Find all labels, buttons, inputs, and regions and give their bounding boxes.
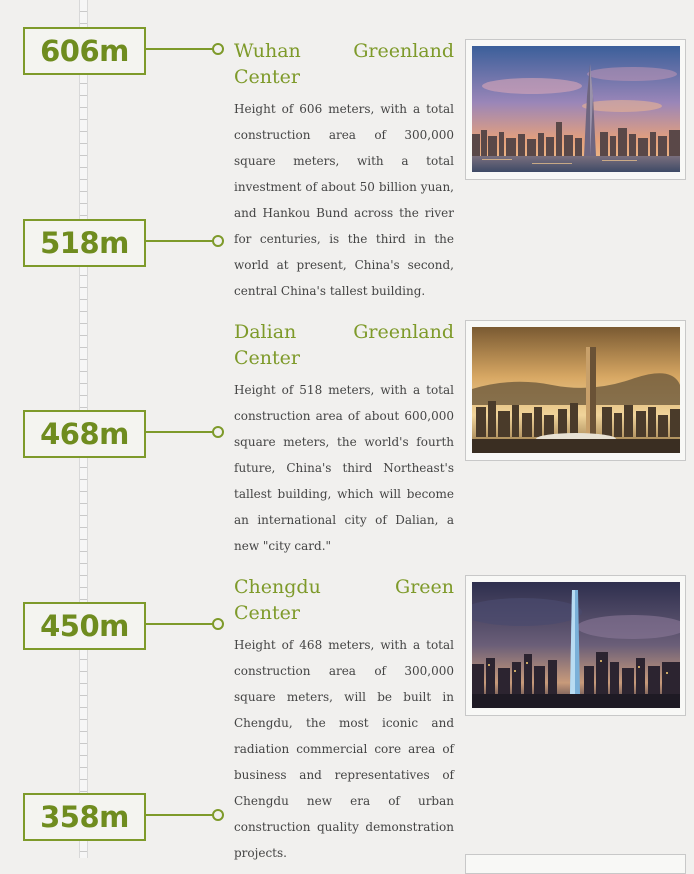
entry-title xyxy=(234,38,454,90)
timeline-node xyxy=(212,618,224,630)
entry-title-part: Wuhan xyxy=(234,40,301,62)
building-entry-chengdu xyxy=(234,574,454,866)
connector-line xyxy=(144,240,213,242)
timeline-node xyxy=(212,426,224,438)
connector-line xyxy=(144,623,213,625)
photo-frame xyxy=(465,575,686,716)
photo-frame xyxy=(465,320,686,461)
entry-title-part: Greenland xyxy=(353,321,454,343)
wuhan-greenland-center-photo xyxy=(472,46,680,172)
height-badge: 518m xyxy=(23,219,146,267)
connector-line xyxy=(144,48,213,50)
building-entry-wuhan xyxy=(234,38,454,304)
photo-frame xyxy=(465,39,686,180)
chengdu-green-center-photo xyxy=(472,582,680,708)
entry-title-part: Dalian xyxy=(234,321,297,343)
height-badge: 358m xyxy=(23,793,146,841)
entry-title-part: Center xyxy=(234,347,300,369)
entry-title: Chengdu Green Center xyxy=(234,576,454,624)
height-badge: 450m xyxy=(23,602,146,650)
height-badge: 468m xyxy=(23,410,146,458)
entry-title-part: Greenland xyxy=(353,40,454,62)
entry-description: Height of 518 meters, with a total construction area of about 600,000 square meters, the world's fourth future, China's third Northeast's tallest building, which will become an international city of Dalian, a new "city card." xyxy=(234,383,454,553)
entry-description: Height of 468 meters, with a total construction area of 300,000 square meters, will be built in Chengdu, the most iconic and radiation commercial core area of business and representatives of Chengdu new era of urban construction quality demonstration projects. xyxy=(234,638,454,860)
entry-title xyxy=(234,319,454,371)
connector-line xyxy=(144,431,213,433)
timeline-node xyxy=(212,43,224,55)
dalian-greenland-center-photo xyxy=(472,327,680,453)
timeline-node xyxy=(212,235,224,247)
entry-description: Height of 606 meters, with a total construction area of 300,000 square meters, with a total investment of about 50 billion yuan, and Hankou Bund across the river for centuries, is the third in the world at present, China's second, central China's tallest building. xyxy=(234,102,454,298)
building-entry-dalian xyxy=(234,319,454,559)
height-badge: 606m xyxy=(23,27,146,75)
entry-title-part: Center xyxy=(234,66,300,88)
timeline-node xyxy=(212,809,224,821)
connector-line xyxy=(144,814,213,816)
photo-frame xyxy=(465,854,686,874)
